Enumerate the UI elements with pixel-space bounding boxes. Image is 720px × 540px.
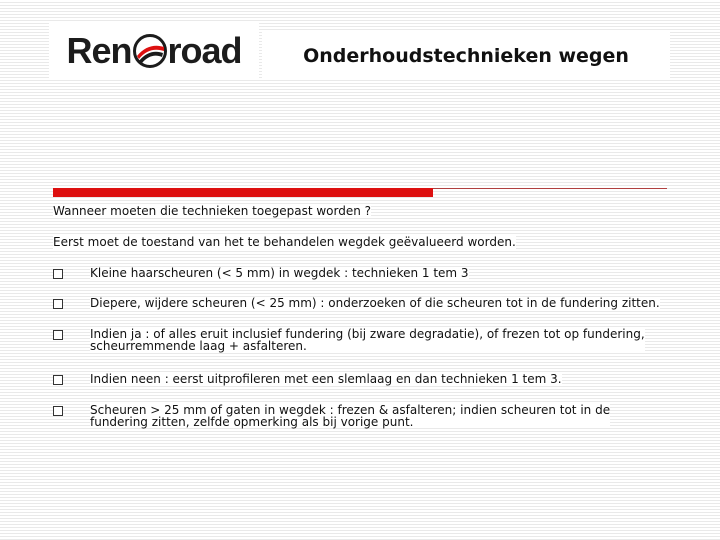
logo-wordmark	[66, 29, 242, 71]
bullet-item-3-line-2: scheurremmende laag + asfalteren.	[90, 339, 307, 353]
red-divider-bar	[53, 188, 433, 197]
bullet-item-4-line-1: Indien neen : eerst uitprofileren met een slemlaag en dan technieken 1 tem 3.	[90, 372, 562, 386]
square-bullet-icon	[53, 406, 63, 416]
page-title	[262, 32, 670, 80]
renoroad-road-swoosh-icon	[133, 34, 167, 68]
question-text: Wanneer moeten die technieken toegepast worden ?	[53, 204, 372, 218]
bullet-item-2	[90, 297, 660, 309]
bullet-item-3-line-1: Indien ja : of alles eruit inclusief fundering (bij zware degradatie), of frezen tot op fundering,	[90, 327, 645, 341]
divider-line	[433, 188, 667, 189]
bullet-item-1	[90, 267, 469, 279]
bullet-item-3	[90, 328, 645, 352]
bullet-item-5-line-2: fundering zitten, zelfde opmerking als bij vorige punt.	[90, 415, 414, 429]
company-logo	[49, 23, 259, 78]
bullet-item-2-line-1: Diepere, wijdere scheuren (< 25 mm) : onderzoeken of die scheuren tot in de fundering zitten.	[90, 296, 660, 310]
bullet-item-4	[90, 373, 562, 385]
logo-text-prefix: Ren	[66, 29, 132, 71]
square-bullet-icon	[53, 375, 63, 385]
square-bullet-icon	[53, 330, 63, 340]
square-bullet-icon	[53, 269, 63, 279]
square-bullet-icon	[53, 299, 63, 309]
intro-text: Eerst moet de toestand van het te behandelen wegdek geëvalueerd worden.	[53, 235, 516, 249]
bullet-item-5	[90, 404, 610, 428]
page-title-text: Onderhoudstechnieken wegen	[303, 45, 629, 67]
bullet-item-5-line-1: Scheuren > 25 mm of gaten in wegdek : frezen & asfalteren; indien scheuren tot in de	[90, 403, 611, 417]
bullet-item-1-line-1: Kleine haarscheuren (< 5 mm) in wegdek : technieken 1 tem 3	[90, 266, 469, 280]
logo-text-suffix: road	[167, 29, 242, 71]
